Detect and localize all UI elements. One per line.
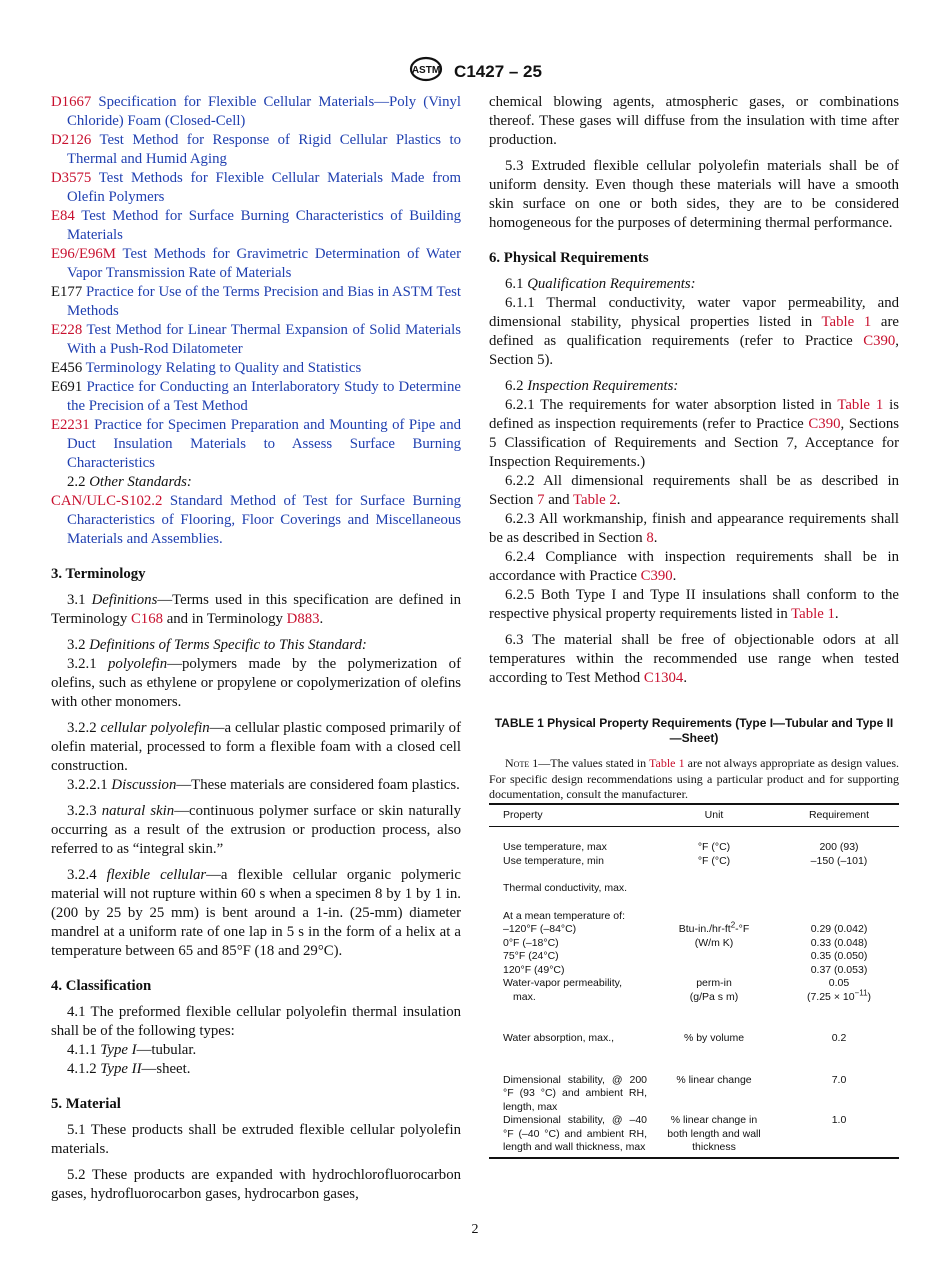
table-header-cell: Requirement bbox=[779, 804, 899, 827]
paragraph-5-1: 5.1 These products shall be extruded flexible cellular polyolefin materials. bbox=[51, 1122, 461, 1157]
reference-link[interactable]: D2126 bbox=[51, 132, 92, 148]
link-c1304[interactable]: C1304 bbox=[643, 670, 684, 686]
link-table-2[interactable]: Table 2 bbox=[573, 492, 617, 508]
paragraph-6-1-1: 6.1.1 Thermal conductivity, water vapor permeability, and dimensional stability, physical properties listed in Table 1 are defined as qualification requirements (refer to Practice C390, Section 5). bbox=[489, 295, 899, 368]
svg-text:ASTM: ASTM bbox=[411, 65, 441, 76]
paragraph-3-2: 3.2 Definitions of Terms Specific to This Standard: bbox=[67, 637, 367, 653]
reference-item bbox=[51, 131, 461, 169]
right-column bbox=[489, 93, 899, 1159]
other-standards-heading: 2.2 Other Standards: bbox=[67, 474, 192, 490]
reference-item bbox=[51, 283, 461, 321]
reference-title: Specification for Flexible Cellular Materials—Poly (Vinyl Chloride) Foam (Closed-Cell) bbox=[67, 94, 462, 129]
table-row bbox=[489, 1074, 899, 1115]
table-header-cell: Unit bbox=[649, 804, 779, 827]
reference-link[interactable]: E84 bbox=[51, 208, 75, 224]
table-cell: Use temperature, max Use temperature, min bbox=[503, 841, 607, 867]
table-cell: Btu-$in./hr-ft^2-^\circ F$ (W/m K) bbox=[678, 920, 750, 949]
table-row bbox=[489, 841, 899, 868]
link-c390[interactable]: C390 bbox=[640, 568, 673, 584]
reference-link[interactable]: E177 bbox=[51, 284, 83, 300]
astm-logo-icon bbox=[408, 56, 444, 87]
reference-link[interactable]: D1667 bbox=[51, 94, 92, 110]
reference-item bbox=[51, 359, 461, 378]
section-6-heading: 6. Physical Requirements bbox=[489, 250, 649, 266]
paragraph-4-1-1: 4.1.1 Type I—tubular. bbox=[67, 1042, 197, 1058]
link-section-7[interactable]: 7 bbox=[537, 492, 545, 508]
reference-link-can-ulc[interactable]: CAN/ULC-S102.2 bbox=[51, 493, 163, 509]
section-3-heading: 3. Terminology bbox=[51, 566, 146, 582]
table-header-row bbox=[489, 804, 899, 827]
reference-title: Test Methods for Flexible Cellular Materials Made from Olefin Polymers bbox=[67, 170, 461, 205]
table-header-cell: Property bbox=[489, 804, 649, 827]
paragraph-4-1-2: 4.1.2 Type II—sheet. bbox=[67, 1061, 191, 1077]
reference-title: Test Methods for Gravimetric Determination of Water Vapor Transmission Rate of Materials bbox=[67, 246, 461, 281]
reference-link[interactable]: E96/E96M bbox=[51, 246, 116, 262]
table-cell: % linear change in both length and wall thickness bbox=[649, 1114, 779, 1158]
reference-link[interactable]: E691 bbox=[51, 379, 83, 395]
table-cell: Dimensional stability, @ 200 °F (93 °C) and ambient RH, length, max bbox=[503, 1073, 647, 1113]
link-table-1[interactable]: Table 1 bbox=[791, 606, 835, 622]
document-designation: C1427 – 25 bbox=[454, 61, 542, 81]
paragraph-6-2-1: 6.2.1 The requirements for water absorption listed in Table 1 is defined as inspection requirements (refer to Practice C390, Sections 5 Classification of Requirements and Section 7, Acceptance for Inspection Requirements.) bbox=[489, 397, 900, 470]
link-table-1[interactable]: Table 1 bbox=[649, 756, 685, 770]
reference-title: Practice for Specimen Preparation and Mounting of Pipe and Duct Insulation Materials to Assess Surface Burning Characteristics bbox=[67, 417, 461, 471]
reference-item bbox=[51, 93, 461, 131]
paragraph-3-2-1: 3.2.1 polyolefin—polymers made by the polymerization of olefins, such as ethylene or propylene or copolymerization of olefins with other monomers. bbox=[51, 656, 461, 710]
link-table-1[interactable]: Table 1 bbox=[837, 397, 884, 413]
section-5-heading: 5. Material bbox=[51, 1096, 121, 1112]
reference-title: Test Method for Response of Rigid Cellular Plastics to Thermal and Humid Aging bbox=[67, 132, 461, 167]
link-table-1[interactable]: Table 1 bbox=[821, 314, 872, 330]
reference-title: Test Method for Surface Burning Characteristics of Building Materials bbox=[67, 208, 461, 243]
table-cell: perm-in (g/Pa s m) bbox=[689, 977, 739, 1003]
paragraph-3-2-2: 3.2.2 cellular polyolefin—a cellular plastic composed primarily of olefin material, processed to form a flexible foam with a closed cell construction. bbox=[51, 720, 462, 774]
table-cell: 1.0 bbox=[779, 1114, 899, 1158]
paragraph-6-2: 6.2 Inspection Requirements: bbox=[505, 378, 679, 394]
reference-item bbox=[51, 207, 461, 245]
table-1-title: TABLE 1 Physical Property Requirements (Type I—Tubular and Type II—Sheet) bbox=[494, 716, 894, 745]
table-cell: At a mean temperature of: –120°F (–84°C) 0°F (–18°C) 75°F (24°C) 120°F (49°C) bbox=[503, 909, 625, 976]
paragraph-3-1: 3.1 Definitions—Terms used in this specification are defined in Terminology C168 and in Terminology D883. bbox=[51, 592, 461, 627]
table-row bbox=[489, 910, 899, 978]
paragraph-6-2-2: 6.2.2 All dimensional requirements shall be as described in Section 7 and Table 2. bbox=[489, 473, 899, 508]
table-row bbox=[489, 882, 899, 896]
reference-title: Practice for Conducting an Interlaboratory Study to Determine the Precision of a Test Method bbox=[67, 379, 461, 414]
table-cell: Water absorption, max., bbox=[503, 1032, 615, 1044]
left-column bbox=[51, 93, 461, 1204]
reference-item bbox=[51, 378, 461, 416]
table-cell: % by volume bbox=[683, 1032, 745, 1044]
table-cell: % linear change bbox=[676, 1073, 752, 1086]
paragraph-5-3: 5.3 Extruded flexible cellular polyolefin materials shall be of uniform density. Even though these materials will have a smooth skin surface on one or both sides, they are to be considered homogeneous for the purposes of determining thermal performance. bbox=[489, 158, 899, 231]
link-section-8[interactable]: 8 bbox=[646, 530, 654, 546]
paragraph-4-1: 4.1 The preformed flexible cellular polyolefin thermal insulation shall be of the following types: bbox=[51, 1004, 461, 1039]
table-1-note: Note 1—The values stated in Table 1 are not always appropriate as design values. For specific design recommendations using a particular product and for supporting documentation, consult the manufacturer. bbox=[489, 756, 900, 801]
table-cell: Thermal conductivity, max. bbox=[503, 882, 628, 894]
reference-item-can-ulc: CAN/ULC-S102.2 Standard Method of Test for Surface Burning Characteristics of Flooring, Floor Coverings and Miscellaneous Materials and Assemblies. bbox=[51, 493, 462, 547]
reference-title: Terminology Relating to Quality and Statistics bbox=[85, 360, 362, 376]
table-1 bbox=[489, 803, 899, 1159]
reference-title: Test Method for Linear Thermal Expansion of Solid Materials With a Push-Rod Dilatometer bbox=[67, 322, 461, 357]
table-cell: °F (°C) °F (°C) bbox=[697, 841, 731, 867]
reference-title: Practice for Use of the Terms Precision and Bias in ASTM Test Methods bbox=[67, 284, 462, 319]
paragraph-6-2-5: 6.2.5 Both Type I and Type II insulations shall conform to the respective physical property requirements listed in Table 1. bbox=[489, 587, 899, 622]
link-c390[interactable]: C390 bbox=[808, 416, 841, 432]
table-cell: 0.29 (0.042) 0.33 (0.048) 0.35 (0.050) 0.37 (0.053) bbox=[810, 923, 868, 976]
section-4-heading: 4. Classification bbox=[51, 978, 152, 994]
paragraph-5-2: 5.2 These products are expanded with hydrochlorofluorocarbon gases, hydrofluorocarbon gases, hydrocarbon gases, bbox=[51, 1167, 461, 1202]
page-number: 2 bbox=[471, 1222, 479, 1237]
link-c168[interactable]: C168 bbox=[130, 611, 164, 627]
table-cell: 0.05 $(7.25 \times 10^{-11})$ bbox=[806, 977, 872, 1003]
link-c390[interactable]: C390 bbox=[863, 333, 896, 349]
link-d883[interactable]: D883 bbox=[286, 611, 320, 627]
table-cell: 7.0 bbox=[831, 1073, 847, 1086]
paragraph-6-3: 6.3 The material shall be free of objectionable odors at all temperatures within the recommended use range when tested according to Test Method C1304. bbox=[489, 632, 899, 686]
referenced-documents-list bbox=[51, 93, 461, 473]
paragraph-6-2-4: 6.2.4 Compliance with inspection requirements shall be in accordance with Practice C390. bbox=[489, 549, 899, 584]
paragraph-5-2-continued: chemical blowing agents, atmospheric gases, or combinations thereof. These gases will diffuse from the insulation with time after production. bbox=[489, 94, 899, 148]
table-cell: Water-vapor permeability, max. bbox=[503, 977, 623, 1003]
reference-link[interactable]: E2231 bbox=[51, 417, 90, 433]
reference-link[interactable]: E456 bbox=[51, 360, 83, 376]
paragraph-3-2-2-1: 3.2.2.1 Discussion—These materials are considered foam plastics. bbox=[67, 777, 460, 793]
table-row bbox=[489, 1032, 899, 1046]
reference-item bbox=[51, 321, 461, 359]
paragraph-6-2-3: 6.2.3 All workmanship, finish and appearance requirements shall be as described in Section 8. bbox=[489, 511, 899, 546]
reference-link[interactable]: E228 bbox=[51, 322, 83, 338]
reference-item bbox=[51, 416, 461, 473]
reference-item bbox=[51, 245, 461, 283]
table-cell: 0.2 bbox=[831, 1032, 847, 1044]
table-row bbox=[489, 977, 899, 1004]
paragraph-3-2-3: 3.2.3 natural skin—continuous polymer surface or skin naturally occurring as a result of the extrusion or production process, also referred to as “integral skin.” bbox=[51, 803, 462, 857]
table-row bbox=[489, 1114, 899, 1158]
paragraph-6-1: 6.1 Qualification Requirements: bbox=[505, 276, 696, 292]
table-cell: Dimensional stability, @ –40 °F (–40 °C) and ambient RH, length and wall thickness, max bbox=[489, 1114, 649, 1158]
page-header bbox=[0, 56, 950, 87]
paragraph-3-2-4: 3.2.4 flexible cellular—a flexible cellular organic polymeric material will not rupture within 60 s when a specimen 8 by 1 by 1 in. (200 by 25 by 25 mm) is bent around a 1-in. (25-mm) diameter mandrel at a uniform rate of one lap in 5 s in the form of a helix at a temperature between 65 and 85°F (18 and 29°C). bbox=[51, 867, 461, 959]
reference-item bbox=[51, 169, 461, 207]
table-cell: 200 (93) –150 (–101) bbox=[810, 841, 868, 867]
reference-link[interactable]: D3575 bbox=[51, 170, 92, 186]
